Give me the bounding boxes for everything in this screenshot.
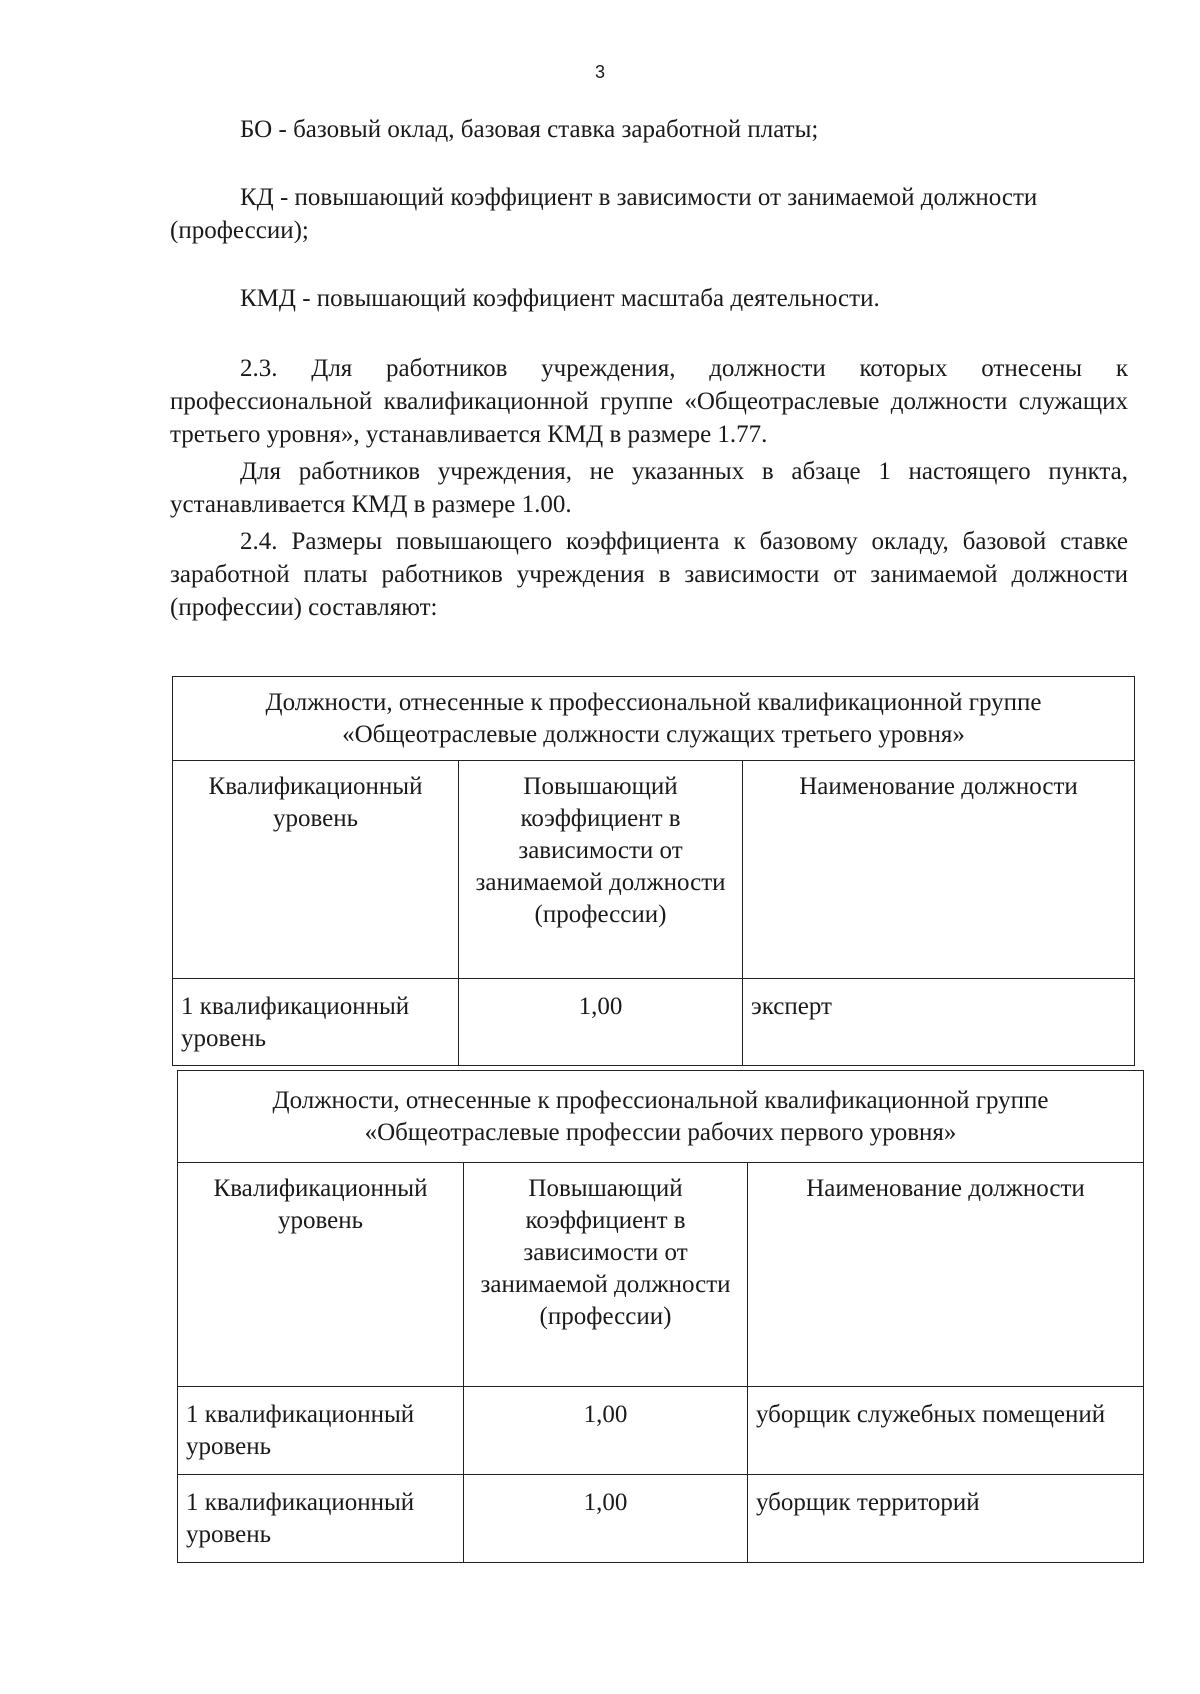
table-row (173, 979, 1135, 1066)
header-position: Наименование должности (743, 761, 1135, 979)
cell-coefficient: 1,00 (459, 979, 743, 1066)
header-level: Квалификационный уровень (173, 761, 459, 979)
coefficient-table-2 (177, 1070, 1144, 1563)
cell-level: 1 квалификационный уровень (178, 1387, 464, 1475)
cell-level: 1 квалификационный уровень (178, 1475, 464, 1563)
paragraph-2-4: 2.4. Размеры повышающего коэффициента к базовому окладу, базовой ставке заработной платы работников учреждения в зависимости от занимаемой должности (профессии) составляют: (170, 528, 1128, 621)
cell-position: уборщик территорий (748, 1475, 1144, 1563)
table-group-row (178, 1071, 1144, 1163)
header-coefficient: Повышающий коэффициент в зависимости от занимаемой должности (профессии) (459, 761, 743, 979)
definition-kmd: КМД - повышающий коэффициент масштаба деятельности. (240, 285, 880, 312)
header-level: Квалификационный уровень (178, 1163, 464, 1387)
definition-bo: БО - базовый оклад, базовая ставка заработной платы; (240, 116, 819, 143)
cell-position: уборщик служебных помещений (748, 1387, 1144, 1475)
table-header-row (178, 1163, 1144, 1387)
table-row (178, 1387, 1144, 1475)
cell-position: эксперт (743, 979, 1135, 1066)
cell-level: 1 квалификационный уровень (173, 979, 459, 1066)
table-header-row (173, 761, 1135, 979)
table-row (178, 1475, 1144, 1563)
paragraph-2-3-second: Для работников учреждения, не указанных в абзаце 1 настоящего пункта, устанавливается КМД в размере 1.00. (170, 458, 1128, 518)
group-title: Должности, отнесенные к профессиональной квалификационной группе «Общеотраслевые профессии рабочих первого уровня» (178, 1071, 1144, 1163)
header-position: Наименование должности (748, 1163, 1144, 1387)
header-coefficient: Повышающий коэффициент в зависимости от занимаемой должности (профессии) (464, 1163, 748, 1387)
paragraph-2-3: 2.3. Для работников учреждения, должности которых отнесены к профессиональной квалификационной группе «Общеотраслевые должности служащих третьего уровня», устанавливается КМД в размере 1.77. (170, 355, 1128, 448)
coefficient-table-1 (172, 676, 1135, 1066)
cell-coefficient: 1,00 (464, 1387, 748, 1475)
page-number: 3 (594, 62, 605, 82)
definition-kd: КД - повышающий коэффициент в зависимости от занимаемой должности (профессии); (170, 184, 1038, 244)
group-title: Должности, отнесенные к профессиональной квалификационной группе «Общеотраслевые должности служащих третьего уровня» (173, 677, 1135, 761)
cell-coefficient: 1,00 (464, 1475, 748, 1563)
table-group-row (173, 677, 1135, 761)
